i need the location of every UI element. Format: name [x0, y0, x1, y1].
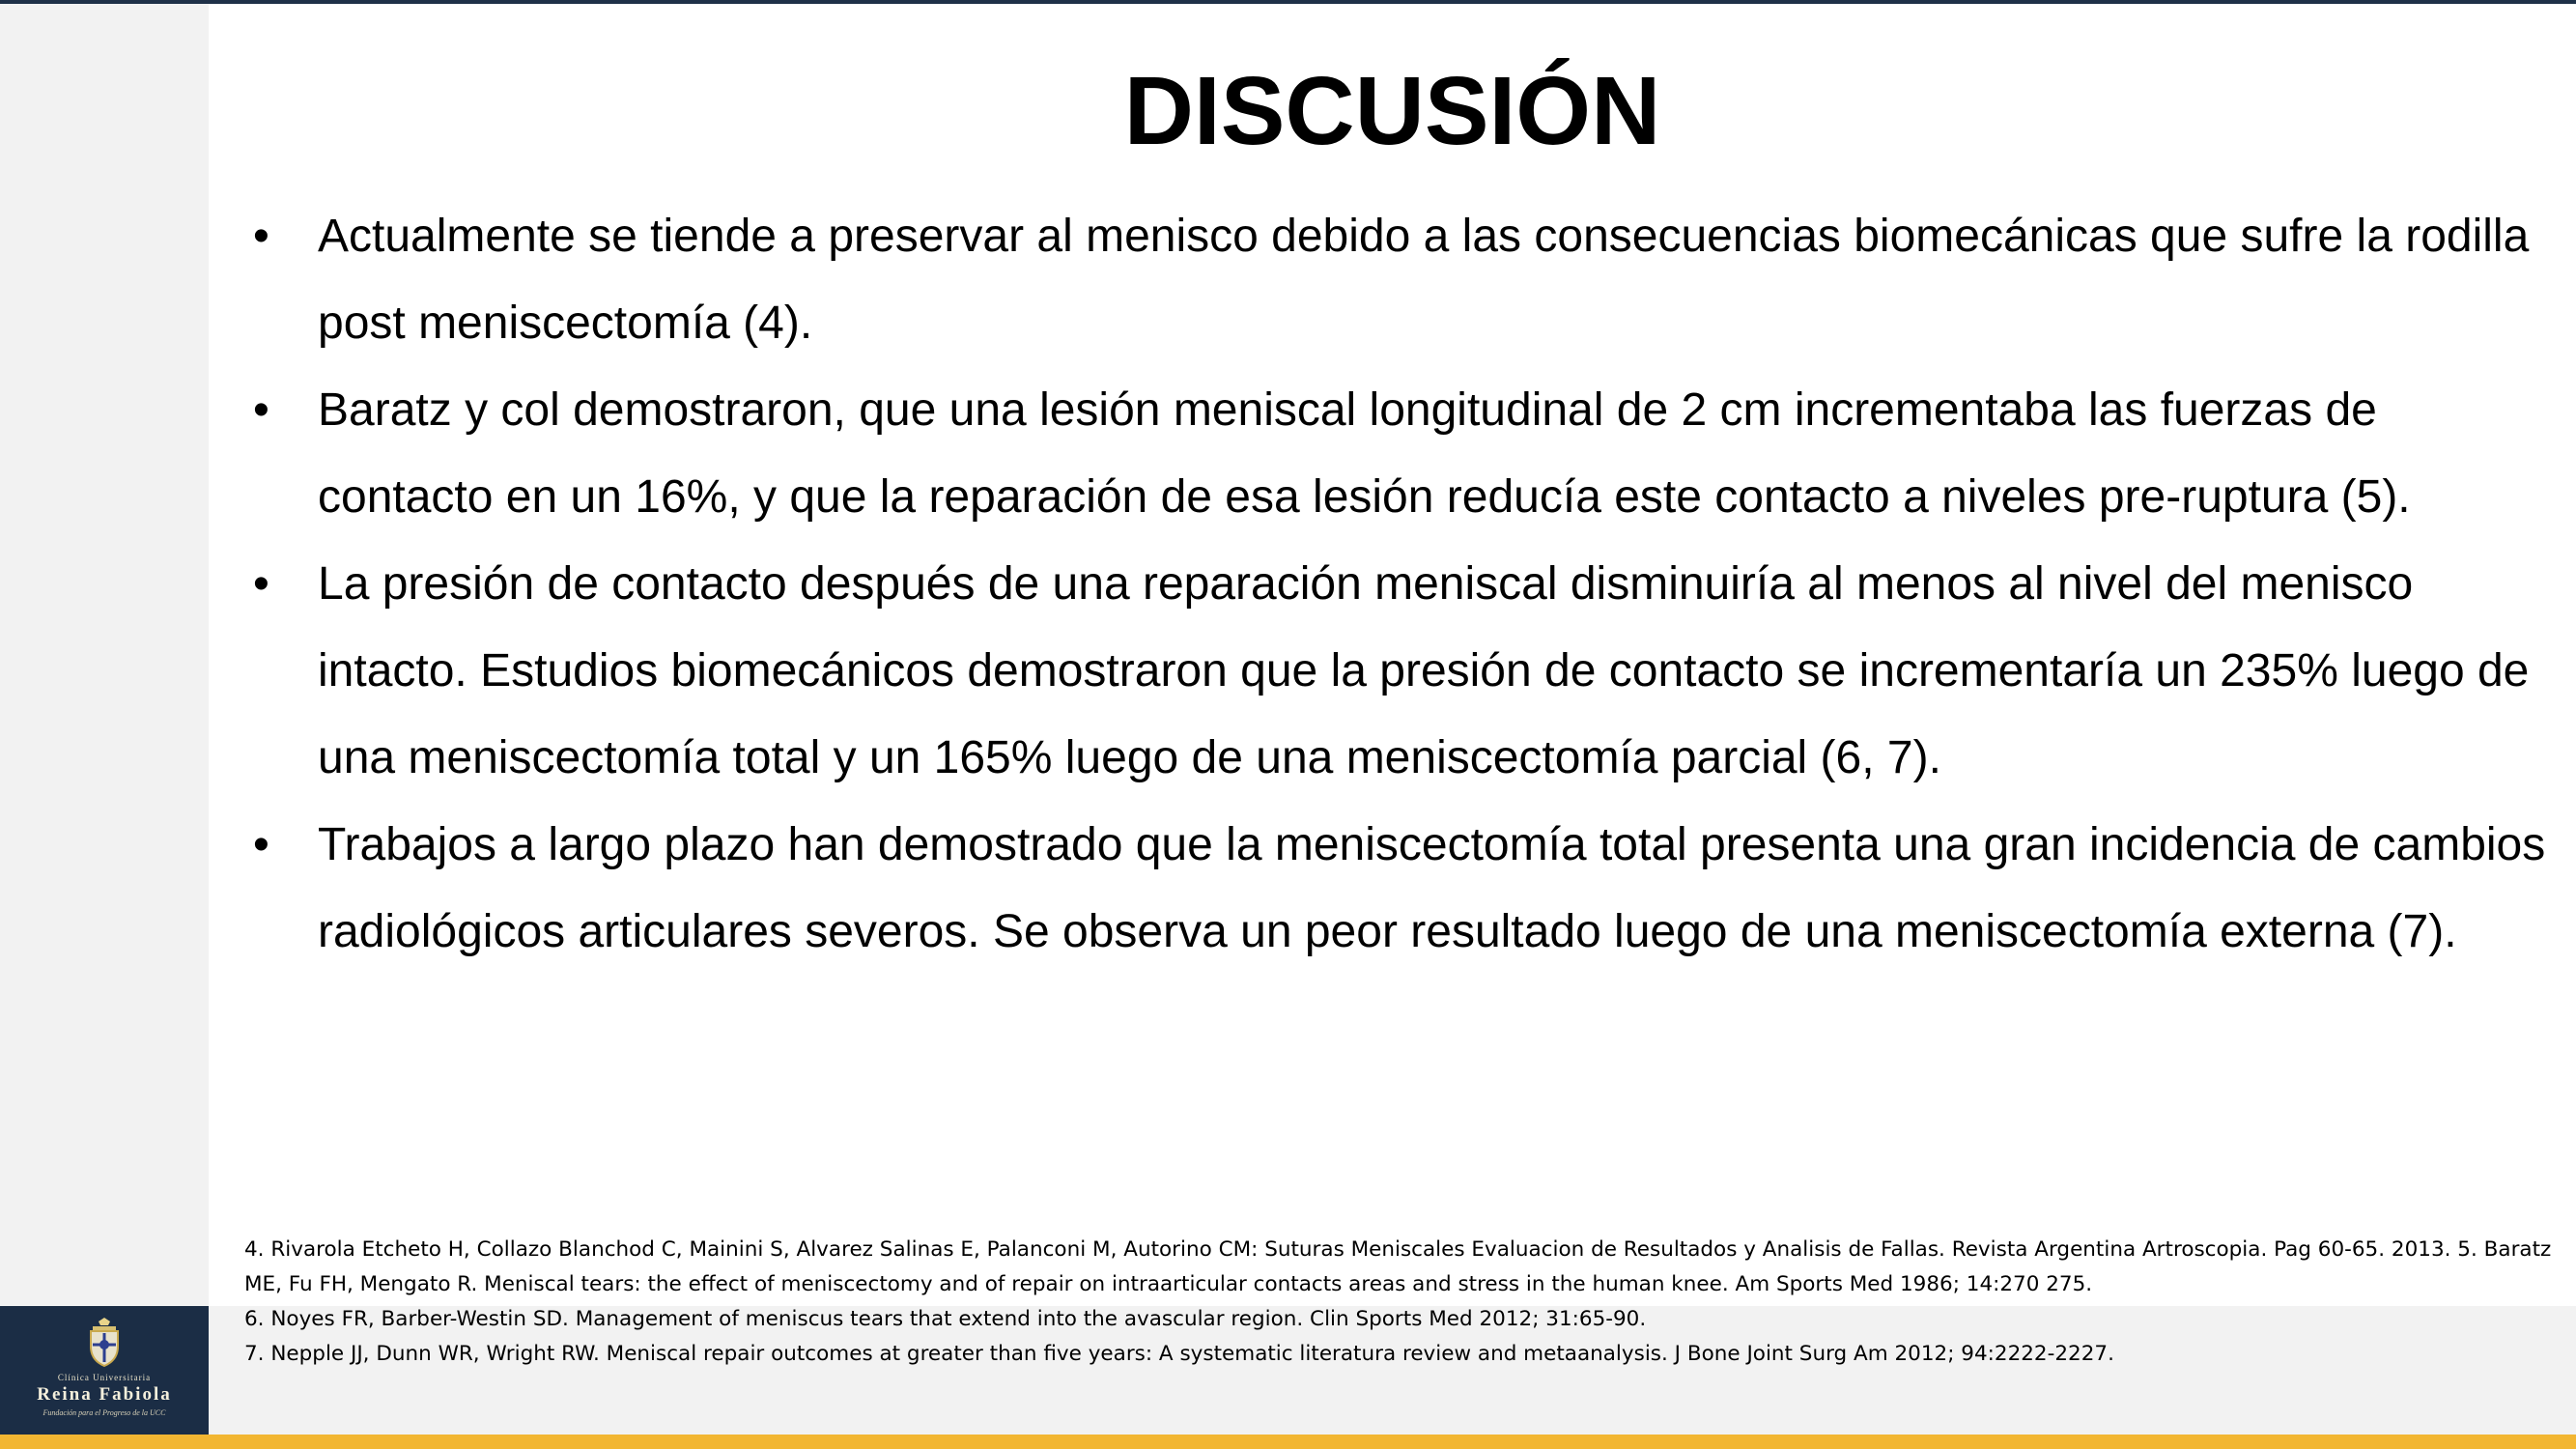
reference-entry: 4. Rivarola Etcheto H, Collazo Blanchod C, Mainini S, Alvarez Salinas E, Palanconi M, Autorino CM: Suturas Meniscales Evaluacion de Resultados y Analisis de Fallas. Revista Argentina Artroscopia. Pag 60-65. 2013. 5. Baratz ME, Fu FH, Mengato R. Meniscal tears: the effect of meniscectomy and of repair on intraarticular contacts areas and stress in the human knee. Am Sports Med 1986; 14:270 275. — [244, 1237, 2552, 1296]
bottom-accent-rule — [0, 1435, 2576, 1449]
bullet-item — [253, 193, 2552, 367]
logo-text-name: Reina Fabiola — [37, 1384, 172, 1405]
bullet-item — [253, 802, 2552, 976]
reference-entry: 6. Noyes FR, Barber-Westin SD. Management of meniscus tears that extend into the avascular region. Clin Sports Med 2012; 31:65-90. — [244, 1307, 1647, 1331]
bullet-marker: • — [253, 384, 269, 436]
bullet-list — [253, 193, 2552, 976]
logo-text-tagline: Fundación para el Progreso de la UCC — [42, 1408, 166, 1417]
slide-title: DISCUSIÓN — [1123, 57, 1661, 165]
bullet-text: Actualmente se tiende a preservar al menisco debido a las consecuencias biomecánicas que sufre la rodilla post meniscectomía (4). — [318, 211, 2530, 349]
crest-icon — [85, 1318, 124, 1368]
bullet-marker: • — [253, 211, 269, 262]
bullet-text: La presión de contacto después de una reparación meniscal disminuiría al menos al nivel del menisco intacto. Estudios biomecánicos demostraron que la presión de contacto se incrementaría un 235% luego de una meniscectomía total y un 165% luego de una meniscectomía parcial (6, 7). — [318, 558, 2530, 783]
logo-text-line1: Clínica Universitaria — [57, 1373, 152, 1382]
bullet-item — [253, 367, 2552, 541]
bullet-item — [253, 541, 2552, 802]
references — [244, 1233, 2562, 1372]
reference-entry: 7. Nepple JJ, Dunn WR, Wright RW. Meniscal repair outcomes at greater than five years: A systematic literatura review and metaanalysis. J Bone Joint Surg Am 2012; 94:2222-2227. — [244, 1342, 2114, 1366]
top-rule — [0, 0, 2576, 4]
bullet-text: Trabajos a largo plazo han demostrado que la meniscectomía total presenta una gran incidencia de cambios radiológicos articulares severos. Se observa un peor resultado luego de una meniscectomía externa (7). — [318, 819, 2546, 957]
bullet-text: Baratz y col demostraron, que una lesión meniscal longitudinal de 2 cm incrementaba las fuerzas de contacto en un 16%, y que la reparación de esa lesión reducía este contacto a niveles pre-ruptura (5). — [318, 384, 2411, 523]
left-panel — [0, 4, 209, 1306]
bullet-marker: • — [253, 819, 269, 870]
bullet-marker: • — [253, 558, 269, 610]
